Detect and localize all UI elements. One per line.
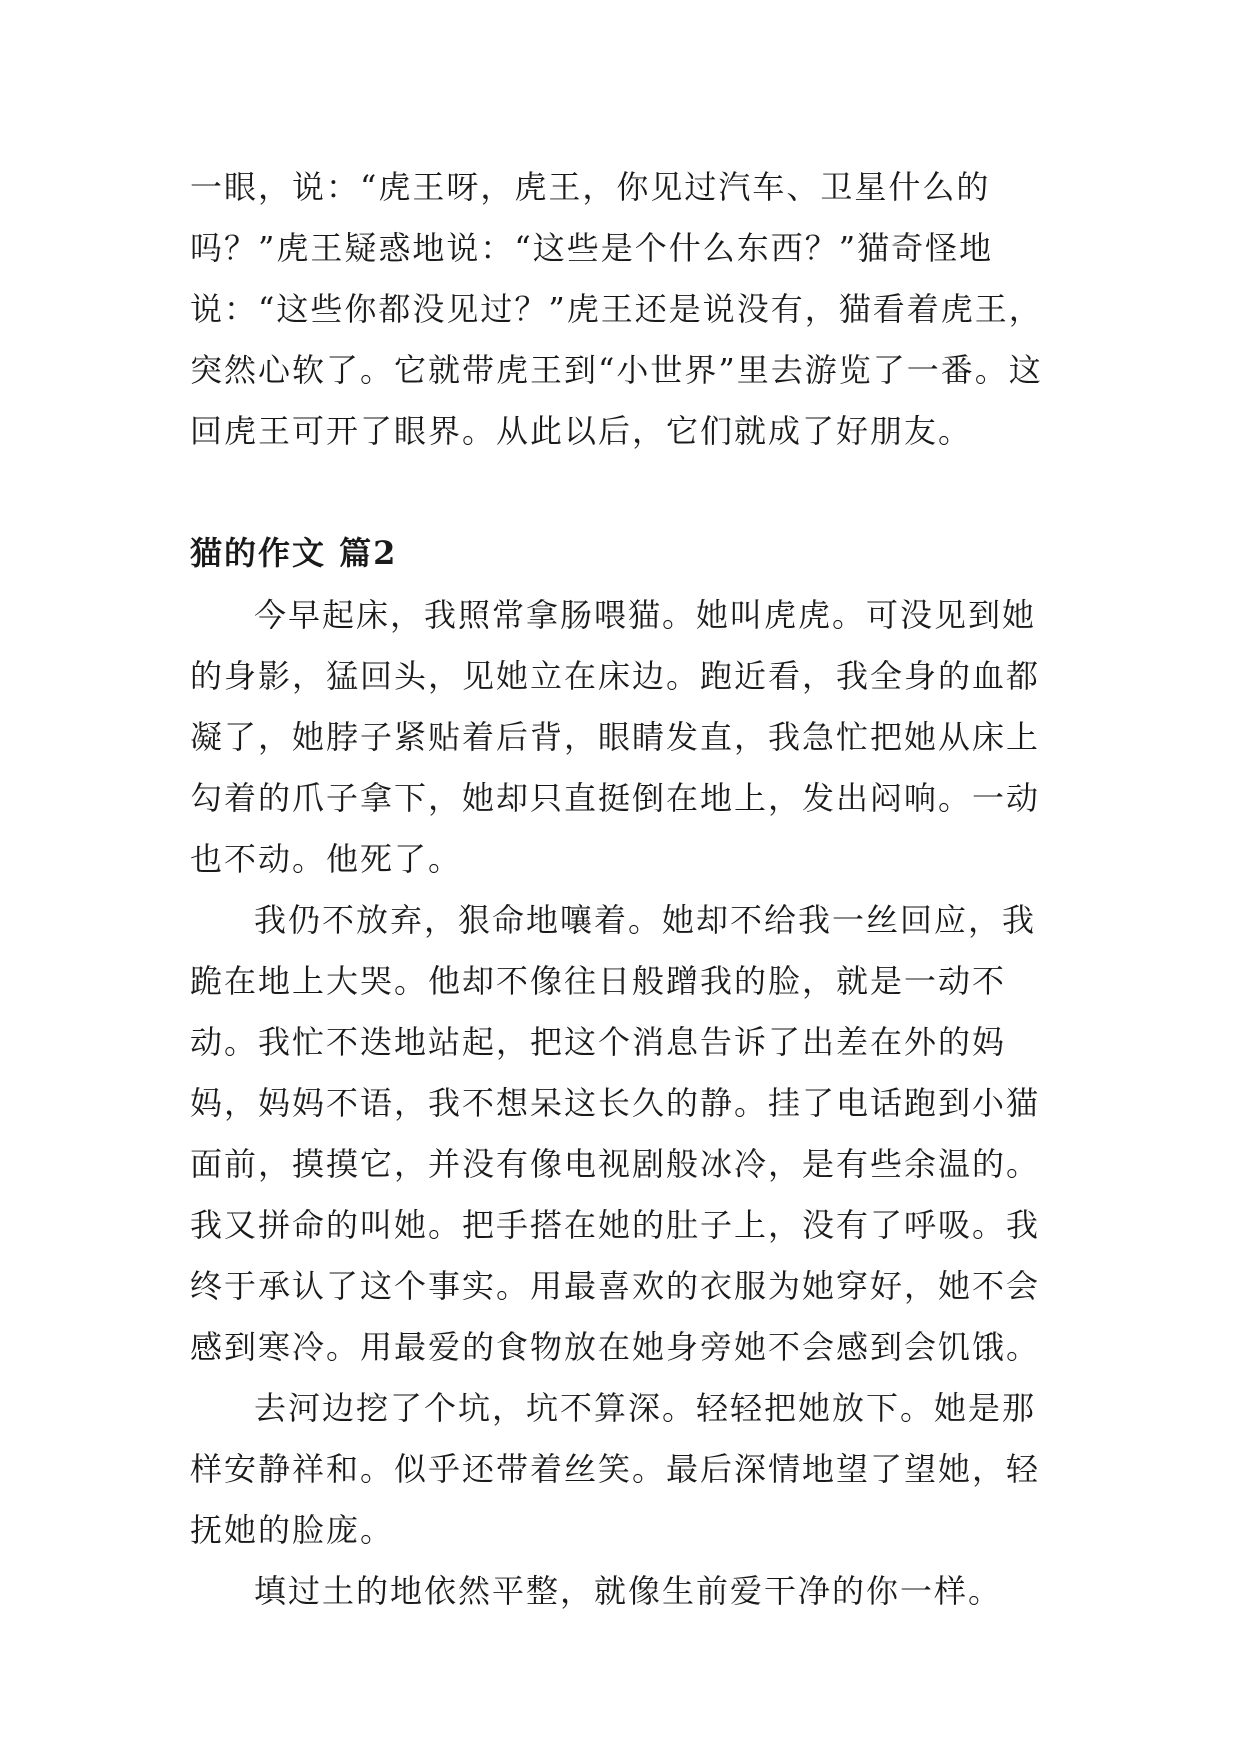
- intro-paragraph: 一眼，说：“虎王呀，虎王，你见过汽车、卫星什么的吗？”虎王疑惑地说：“这些是个什么东西？”猫奇怪地说：“这些你都没见过？”虎王还是说没有，猫看着虎王，突然心软了。它就带虎王到“小世界”里去游览了一番。这回虎王可开了眼界。从此以后，它们就成了好朋友。: [190, 168, 1043, 450]
- body-paragraph-2: 我仍不放弃，狠命地嚷着。她却不给我一丝回应，我跪在地上大哭。他却不像往日般蹭我的脸，就是一动不动。我忙不迭地站起，把这个消息告诉了出差在外的妈妈，妈妈不语，我不想呆这长久的静。挂了电话跑到小猫面前，摸摸它，并没有像电视剧般冰冷，是有些余温的。我又拼命的叫她。把手搭在她的肚子上，没有了呼吸。我终于承认了这个事实。用最喜欢的衣服为她穿好，她不会感到寒冷。用最爱的食物放在她身旁她不会感到会饥饿。: [190, 901, 1041, 1366]
- section-title: 猫的作文 篇2: [190, 534, 398, 572]
- body-paragraph-1: 今早起床，我照常拿肠喂猫。她叫虎虎。可没见到她的身影，猛回头，见她立在床边。跑近看，我全身的血都凝了，她脖子紧贴着后背，眼睛发直，我急忙把她从床上勾着的爪子拿下，她却只直挺倒在地上，发出闷响。一动也不动。他死了。: [190, 596, 1041, 878]
- document-page: [190, 157, 1060, 1622]
- body-paragraph-3: 去河边挖了个坑，坑不算深。轻轻把她放下。她是那样安静祥和。似乎还带着丝笑。最后深情地望了望她，轻抚她的脸庞。: [190, 1389, 1041, 1549]
- body-paragraph-4: 填过土的地依然平整，就像生前爱干净的你一样。: [254, 1572, 1003, 1610]
